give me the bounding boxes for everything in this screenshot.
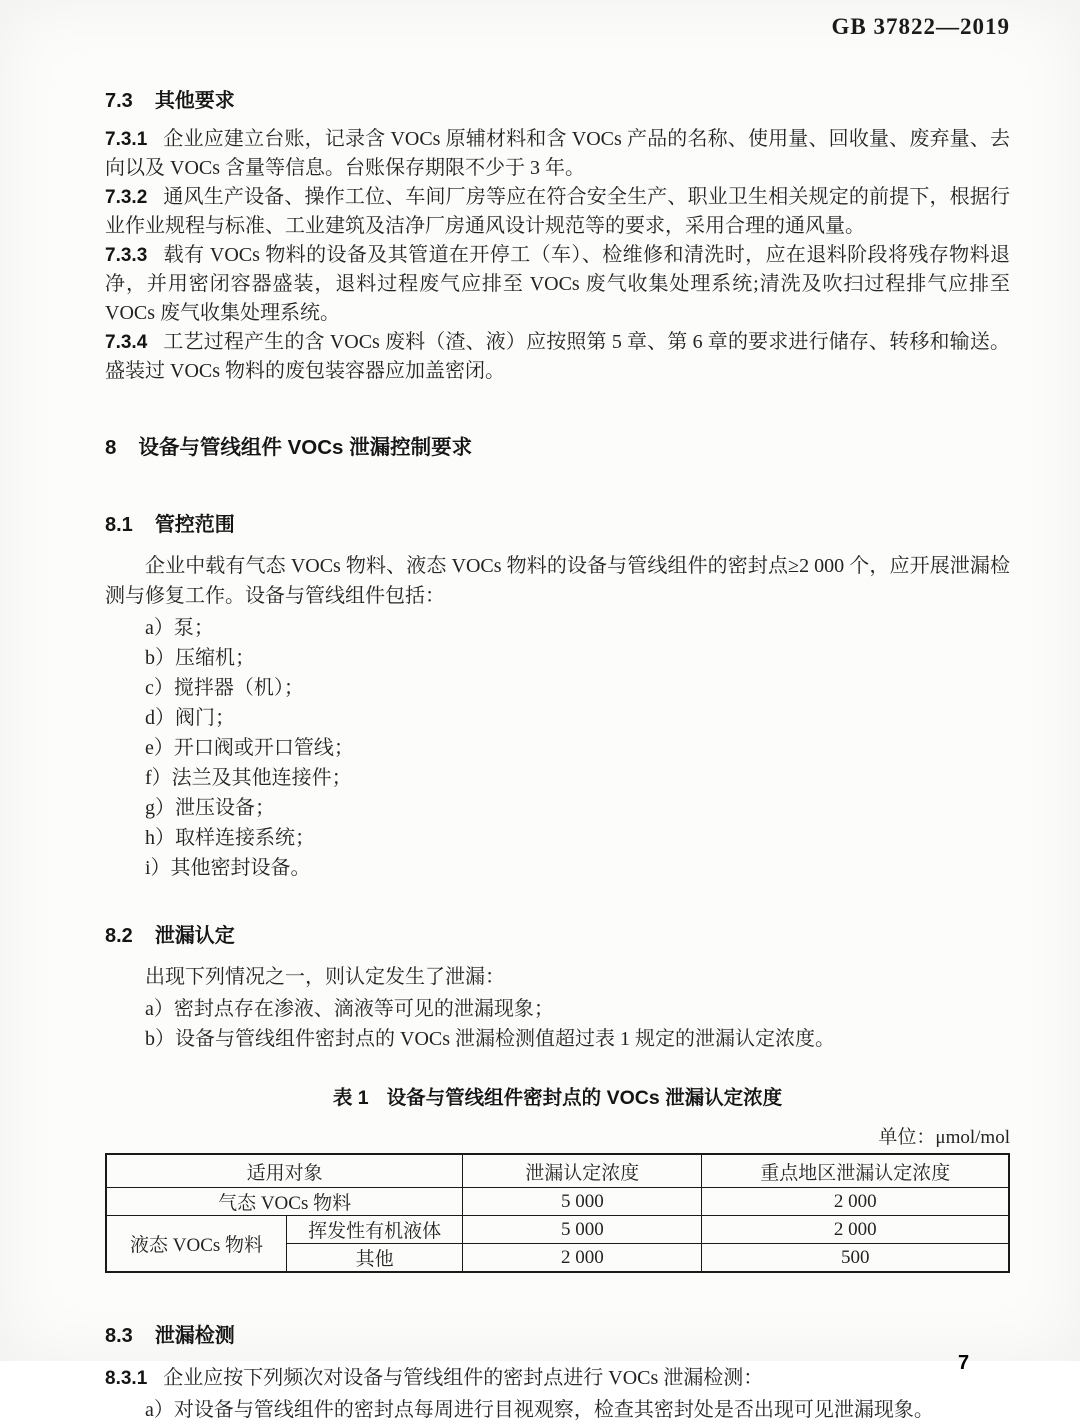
heading-8-3-number: 8.3 — [105, 1325, 133, 1347]
table-1-unit: 单位：μmol/mol — [878, 1127, 1010, 1148]
table-cell-limit: 5 000 — [463, 1216, 702, 1244]
table-cell-object: 气态 VOCs 物料 — [106, 1188, 463, 1216]
heading-8 — [105, 430, 1010, 460]
heading-8-3-title: 泄漏检测 — [154, 1325, 235, 1347]
heading-8-2-title: 泄漏认定 — [154, 925, 235, 947]
section-8-1-intro: 企业中载有气态 VOCs 物料、液态 VOCs 物料的设备与管线组件的密封点≥2 000 个，应开展泄漏检测与修复工作。设备与管线组件包括： — [105, 555, 1010, 607]
clause-8-3-1-text: 企业应按下列频次对设备与管线组件的密封点进行 VOCs 泄漏检测： — [163, 1367, 764, 1389]
heading-8-1-title: 管控范围 — [154, 514, 235, 536]
table-1 — [105, 1153, 1010, 1273]
page-number-partial: 7 — [958, 1352, 970, 1374]
clause-7-3-3-text: 载有 VOCs 物料的设备及其管道在开停工（车）、检维修和清洗时，应在退料阶段将残存物料退净，并用密闭容器盛装，退料过程废气应排至 VOCs 废气收集处理系统;清洗及吹扫过程排气应排至 VOCs 废气收集处理系统。 — [105, 244, 1010, 324]
table-1-caption — [105, 1082, 1010, 1110]
clause-7-3-1-text: 企业应建立台账，记录含 VOCs 原辅材料和含 VOCs 产品的名称、使用量、回收量、废弃量、去向以及 VOCs 含量等信息。台账保存期限不少于 3 年。 — [105, 128, 1010, 179]
list-item: d）阀门； — [145, 707, 235, 729]
table-cell-limit: 5 000 — [463, 1188, 702, 1216]
table-cell-subobject: 其他 — [287, 1244, 463, 1273]
heading-8-3 — [105, 1319, 1010, 1348]
clause-7-3-2 — [105, 183, 1010, 241]
heading-8-2-number: 8.2 — [105, 925, 133, 947]
standard-number: GB 37822—2019 — [831, 14, 1010, 39]
heading-8-2 — [105, 919, 1010, 948]
list-item: a）密封点存在渗液、滴液等可见的泄漏现象； — [145, 998, 554, 1020]
table-header-limit: 泄漏认定浓度 — [463, 1154, 702, 1188]
list-item: i）其他密封设备。 — [145, 857, 311, 879]
clause-7-3-1-number: 7.3.1 — [105, 129, 148, 150]
table-1-caption-title: 设备与管线组件密封点的 VOCs 泄漏认定浓度 — [386, 1087, 783, 1109]
clause-8-3-1 — [105, 1364, 1010, 1393]
section-7-3-body — [105, 125, 1010, 386]
table-cell-key-region: 500 — [702, 1244, 1009, 1273]
table-header-object: 适用对象 — [106, 1154, 463, 1188]
clause-7-3-3 — [105, 241, 1010, 328]
list-item: f）法兰及其他连接件； — [145, 767, 352, 789]
table-cell-key-region: 2 000 — [702, 1216, 1009, 1244]
table-row — [106, 1188, 1009, 1216]
heading-8-1-number: 8.1 — [105, 514, 133, 536]
section-8-3-list — [105, 1395, 1010, 1425]
section-8-2-list — [105, 994, 1010, 1054]
heading-8-1 — [105, 508, 1010, 537]
list-item: b）设备与管线组件密封点的 VOCs 泄漏检测值超过表 1 规定的泄漏认定浓度。 — [145, 1028, 836, 1050]
clause-7-3-2-number: 7.3.2 — [105, 187, 148, 208]
clause-7-3-4-text: 工艺过程产生的含 VOCs 废料（渣、液）应按照第 5 章、第 6 章的要求进行储存、转移和输送。盛装过 VOCs 物料的废包装容器应加盖密闭。 — [105, 331, 1010, 382]
clause-8-3-1-number: 8.3.1 — [105, 1368, 148, 1389]
clause-7-3-1 — [105, 125, 1010, 183]
list-item: a）泵； — [145, 617, 214, 639]
heading-7-3-title: 其他要求 — [154, 90, 235, 112]
list-item: g）泄压设备； — [145, 797, 275, 819]
section-8-2-intro: 出现下列情况之一，则认定发生了泄漏： — [145, 966, 505, 988]
table-cell-key-region: 2 000 — [702, 1188, 1009, 1216]
heading-8-number: 8 — [105, 436, 117, 459]
clause-7-3-2-text: 通风生产设备、操作工位、车间厂房等应在符合安全生产、职业卫生相关规定的前提下，根据行业作业规程与标准、工业建筑及洁净厂房通风设计规范等的要求，采用合理的通风量。 — [105, 186, 1010, 237]
list-item: h）取样连接系统； — [145, 827, 315, 849]
table-row — [106, 1216, 1009, 1244]
list-item: b）压缩机； — [145, 647, 255, 669]
list-item: a）对设备与管线组件的密封点每周进行目视观察，检查其密封处是否出现可见泄漏现象。 — [145, 1399, 934, 1421]
table-1-caption-label: 表 1 — [332, 1087, 369, 1109]
clause-7-3-3-number: 7.3.3 — [105, 245, 148, 266]
clause-7-3-4-number: 7.3.4 — [105, 332, 148, 353]
heading-8-title: 设备与管线组件 VOCs 泄漏控制要求 — [138, 436, 473, 459]
heading-7-3-number: 7.3 — [105, 90, 133, 112]
table-cell-object: 液态 VOCs 物料 — [106, 1216, 287, 1273]
table-header-key-region: 重点地区泄漏认定浓度 — [702, 1154, 1009, 1188]
section-8-1-list — [105, 613, 1010, 883]
heading-7-3 — [105, 84, 1010, 113]
list-item: e）开口阀或开口管线； — [145, 737, 354, 759]
table-cell-subobject: 挥发性有机液体 — [287, 1216, 463, 1244]
table-cell-limit: 2 000 — [463, 1244, 702, 1273]
table-row — [106, 1154, 1009, 1188]
clause-7-3-4 — [105, 328, 1010, 386]
list-item: c）搅拌器（机）； — [145, 677, 304, 699]
